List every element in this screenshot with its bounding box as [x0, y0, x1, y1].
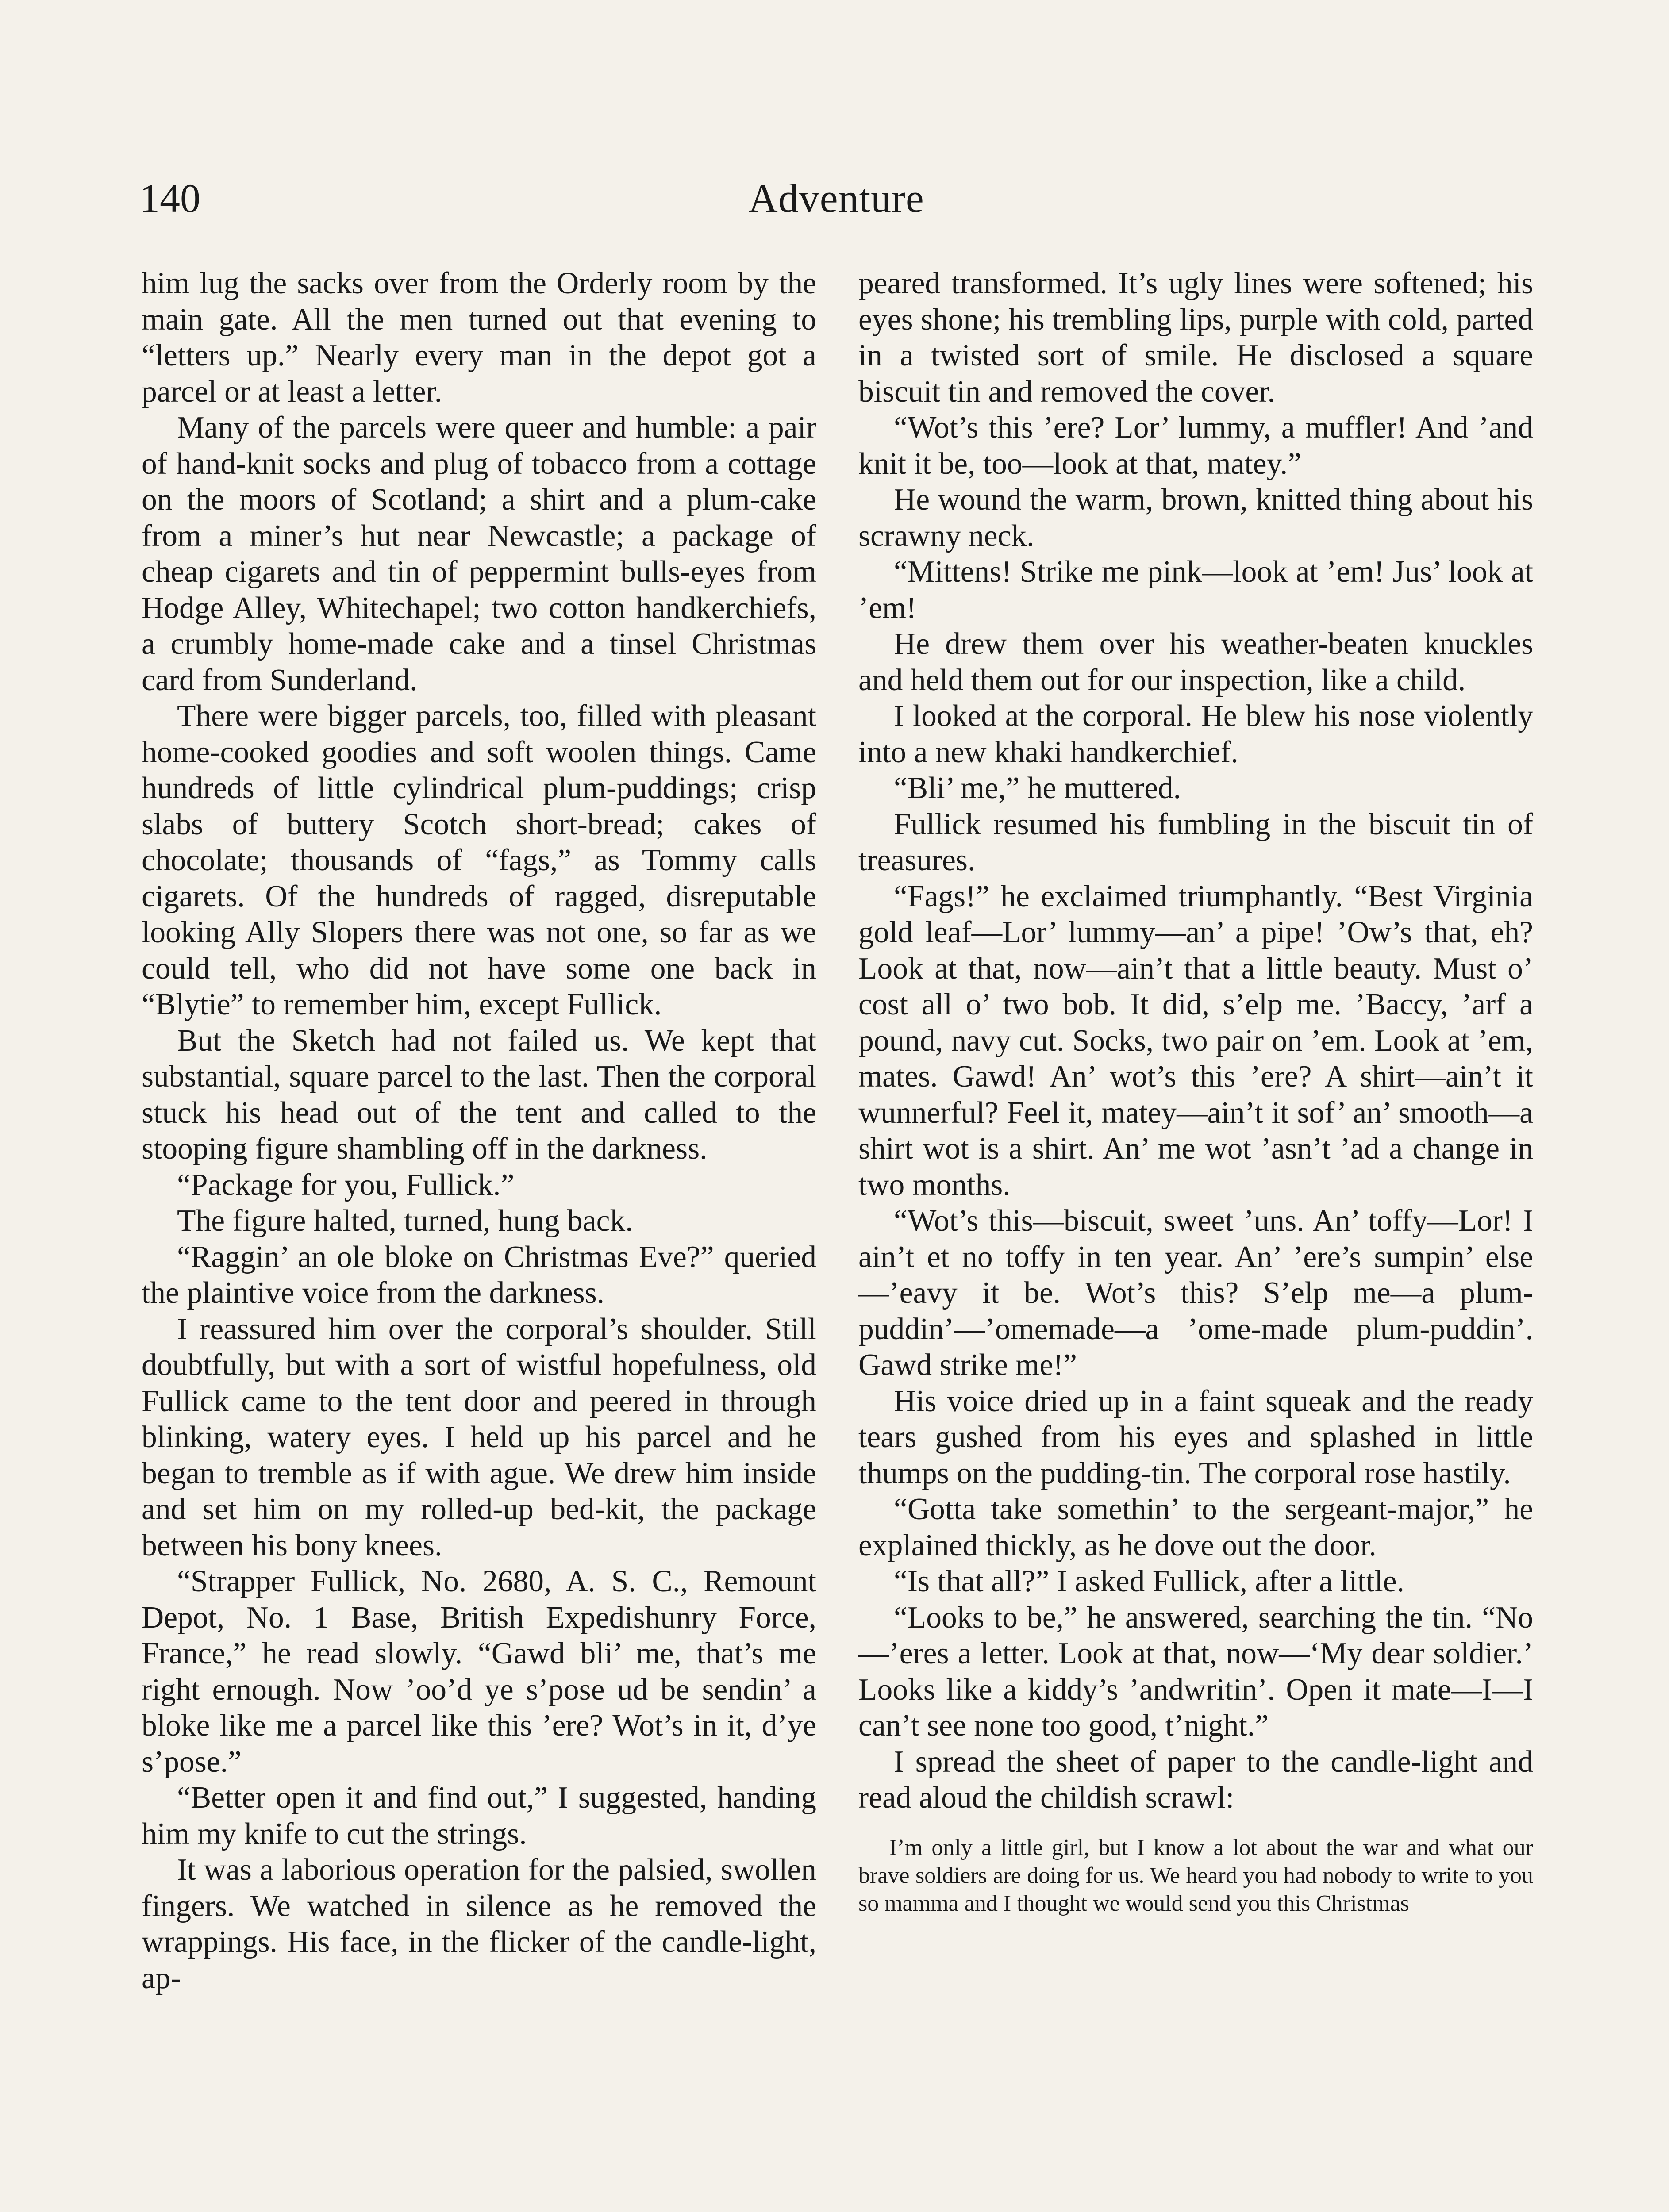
- paragraph: “Strapper Fullick, No. 2680, A. S. C., Remount Depot, No. 1 Base, British Expedishunry Force, France,” he read slowly. “Gawd bli’ me, that’s me right ernough. Now ’oo’d ye s’pose ud be sendin’ a bloke like me a parcel like this ’ere? Wot’s in it, d’ye s’pose.”: [142, 1564, 816, 1779]
- paragraph: “Wot’s this ’ere? Lor’ lummy, a muffler! And ’and knit it be, too—look at that, matey.”: [858, 411, 1533, 481]
- paragraph: I reassured him over the corporal’s shoulder. Still doubtfully, but with a sort of wistful hopefulness, old Fullick came to the tent door and peered in through blinking, watery eyes. I held up his parcel and he began to tremble as if with ague. We drew him inside and set him on my rolled-up bed-kit, the package between his bony knees.: [142, 1312, 816, 1563]
- page-header: [139, 175, 1533, 223]
- page-number: 140: [139, 176, 200, 221]
- paragraph: Many of the parcels were queer and humble: a pair of hand-knit socks and plug of tobacco from a cottage on the moors of Scotland; a shirt and a plum-cake from a miner’s hut near Newcastle; a package of cheap cigarets and tin of peppermint bulls-eyes from Hodge Alley, Whitechapel; two cotton handkerchiefs, a crumbly home-made cake and a tinsel Christmas card from Sunderland.: [142, 411, 816, 697]
- left-column: [142, 265, 816, 1996]
- paragraph: “Looks to be,” he answered, searching the tin. “No—’eres a letter. Look at that, now—‘My dear soldier.’ Looks like a kiddy’s ’andwritin’. Open it mate—I—I can’t see none too good, t’night.”: [858, 1600, 1533, 1743]
- paragraph: I looked at the corporal. He blew his nose violently into a new khaki handkerchief.: [858, 699, 1533, 769]
- paragraph: “Wot’s this—biscuit, sweet ’uns. An’ toffy—Lor! I ain’t et no toffy in ten year. An’ ’ere’s sumpin’ else—’eavy it be. Wot’s this? S’elp me—a plum-puddin’—’omemade—a ’ome-made plum-puddin’. Gawd strike me!”: [858, 1204, 1533, 1382]
- paragraph: The figure halted, turned, hung back.: [177, 1204, 633, 1238]
- paragraph: “Raggin’ an ole bloke on Christmas Eve?” queried the plaintive voice from the darkness.: [142, 1240, 816, 1310]
- running-title: Adventure: [748, 176, 924, 221]
- paragraph: “Fags!” he exclaimed triumphantly. “Best Virginia gold leaf—Lor’ lummy—an’ a pipe! ’Ow’s that, eh? Look at that, now—ain’t that a little beauty. Must o’ cost all o’ two bob. It did, s’elp me. ’Baccy, ’arf a pound, navy cut. Socks, two pair on ’em. Look at ’em, mates. Gawd! An’ wot’s this ’ere? A shirt—ain’t it wunnerful? Feel it, matey—ain’t it sof’ an’ smooth—a shirt wot is a shirt. An’ me wot ’asn’t ’ad a change in two months.: [858, 879, 1533, 1202]
- paragraph: I spread the sheet of paper to the candle-light and read aloud the childish scrawl:: [858, 1744, 1533, 1815]
- paragraph: “Package for you, Fullick.”: [177, 1167, 515, 1202]
- paragraph: Fullick resumed his fumbling in the biscuit tin of treasures.: [858, 807, 1533, 877]
- paragraph: His voice dried up in a faint squeak and the ready tears gushed from his eyes and splashed in little thumps on the pudding-tin. The corporal rose hastily.: [858, 1384, 1533, 1490]
- paragraph: He drew them over his weather-beaten knuckles and held them out for our inspection, like a child.: [858, 627, 1533, 697]
- paragraph: But the Sketch had not failed us. We kept that substantial, square parcel to the last. Then the corporal stuck his head out of the tent and called to the stooping figure shambling off in the darkness.: [142, 1023, 816, 1166]
- paragraph: He wound the warm, brown, knitted thing about his scrawny neck.: [858, 483, 1533, 553]
- paragraph: It was a laborious operation for the palsied, swollen fingers. We watched in silence as he removed the wrappings. His face, in the flicker of the candle-light, ap-: [142, 1853, 816, 1995]
- paragraph: “Mittens! Strike me pink—look at ’em! Jus’ look at ’em!: [858, 555, 1533, 625]
- paragraph: him lug the sacks over from the Orderly room by the main gate. All the men turned out that evening to “letters up.” Nearly every man in the depot got a parcel or at least a letter.: [142, 266, 816, 409]
- paragraph: “Better open it and find out,” I suggested, handing him my knife to cut the strings.: [142, 1781, 816, 1851]
- paragraph: “Gotta take somethin’ to the sergeant-major,” he explained thickly, as he dove out the door.: [858, 1492, 1533, 1563]
- right-column: [858, 265, 1533, 1917]
- letter-excerpt: I’m only a little girl, but I know a lot about the war and what our brave soldiers are doing for us. We heard you had nobody to write to you so mamma and I thought we would send you this Christmas: [858, 1835, 1533, 1916]
- paragraph: “Is that all?” I asked Fullick, after a little.: [894, 1564, 1405, 1598]
- paragraph: “Bli’ me,” he muttered.: [894, 771, 1181, 805]
- paragraph: peared transformed. It’s ugly lines were softened; his eyes shone; his trembling lips, purple with cold, parted in a twisted sort of smile. He disclosed a square biscuit tin and removed the cover.: [858, 266, 1533, 409]
- paragraph: There were bigger parcels, too, filled with pleasant home-cooked goodies and soft woolen things. Came hundreds of little cylindrical plum-puddings; crisp slabs of buttery Scotch short-bread; cakes of chocolate; thousands of “fags,” as Tommy calls cigarets. Of the hundreds of ragged, disreputable looking Ally Slopers there was not one, so far as we could tell, who did not have some one back in “Blytie” to remember him, except Fullick.: [142, 699, 816, 1022]
